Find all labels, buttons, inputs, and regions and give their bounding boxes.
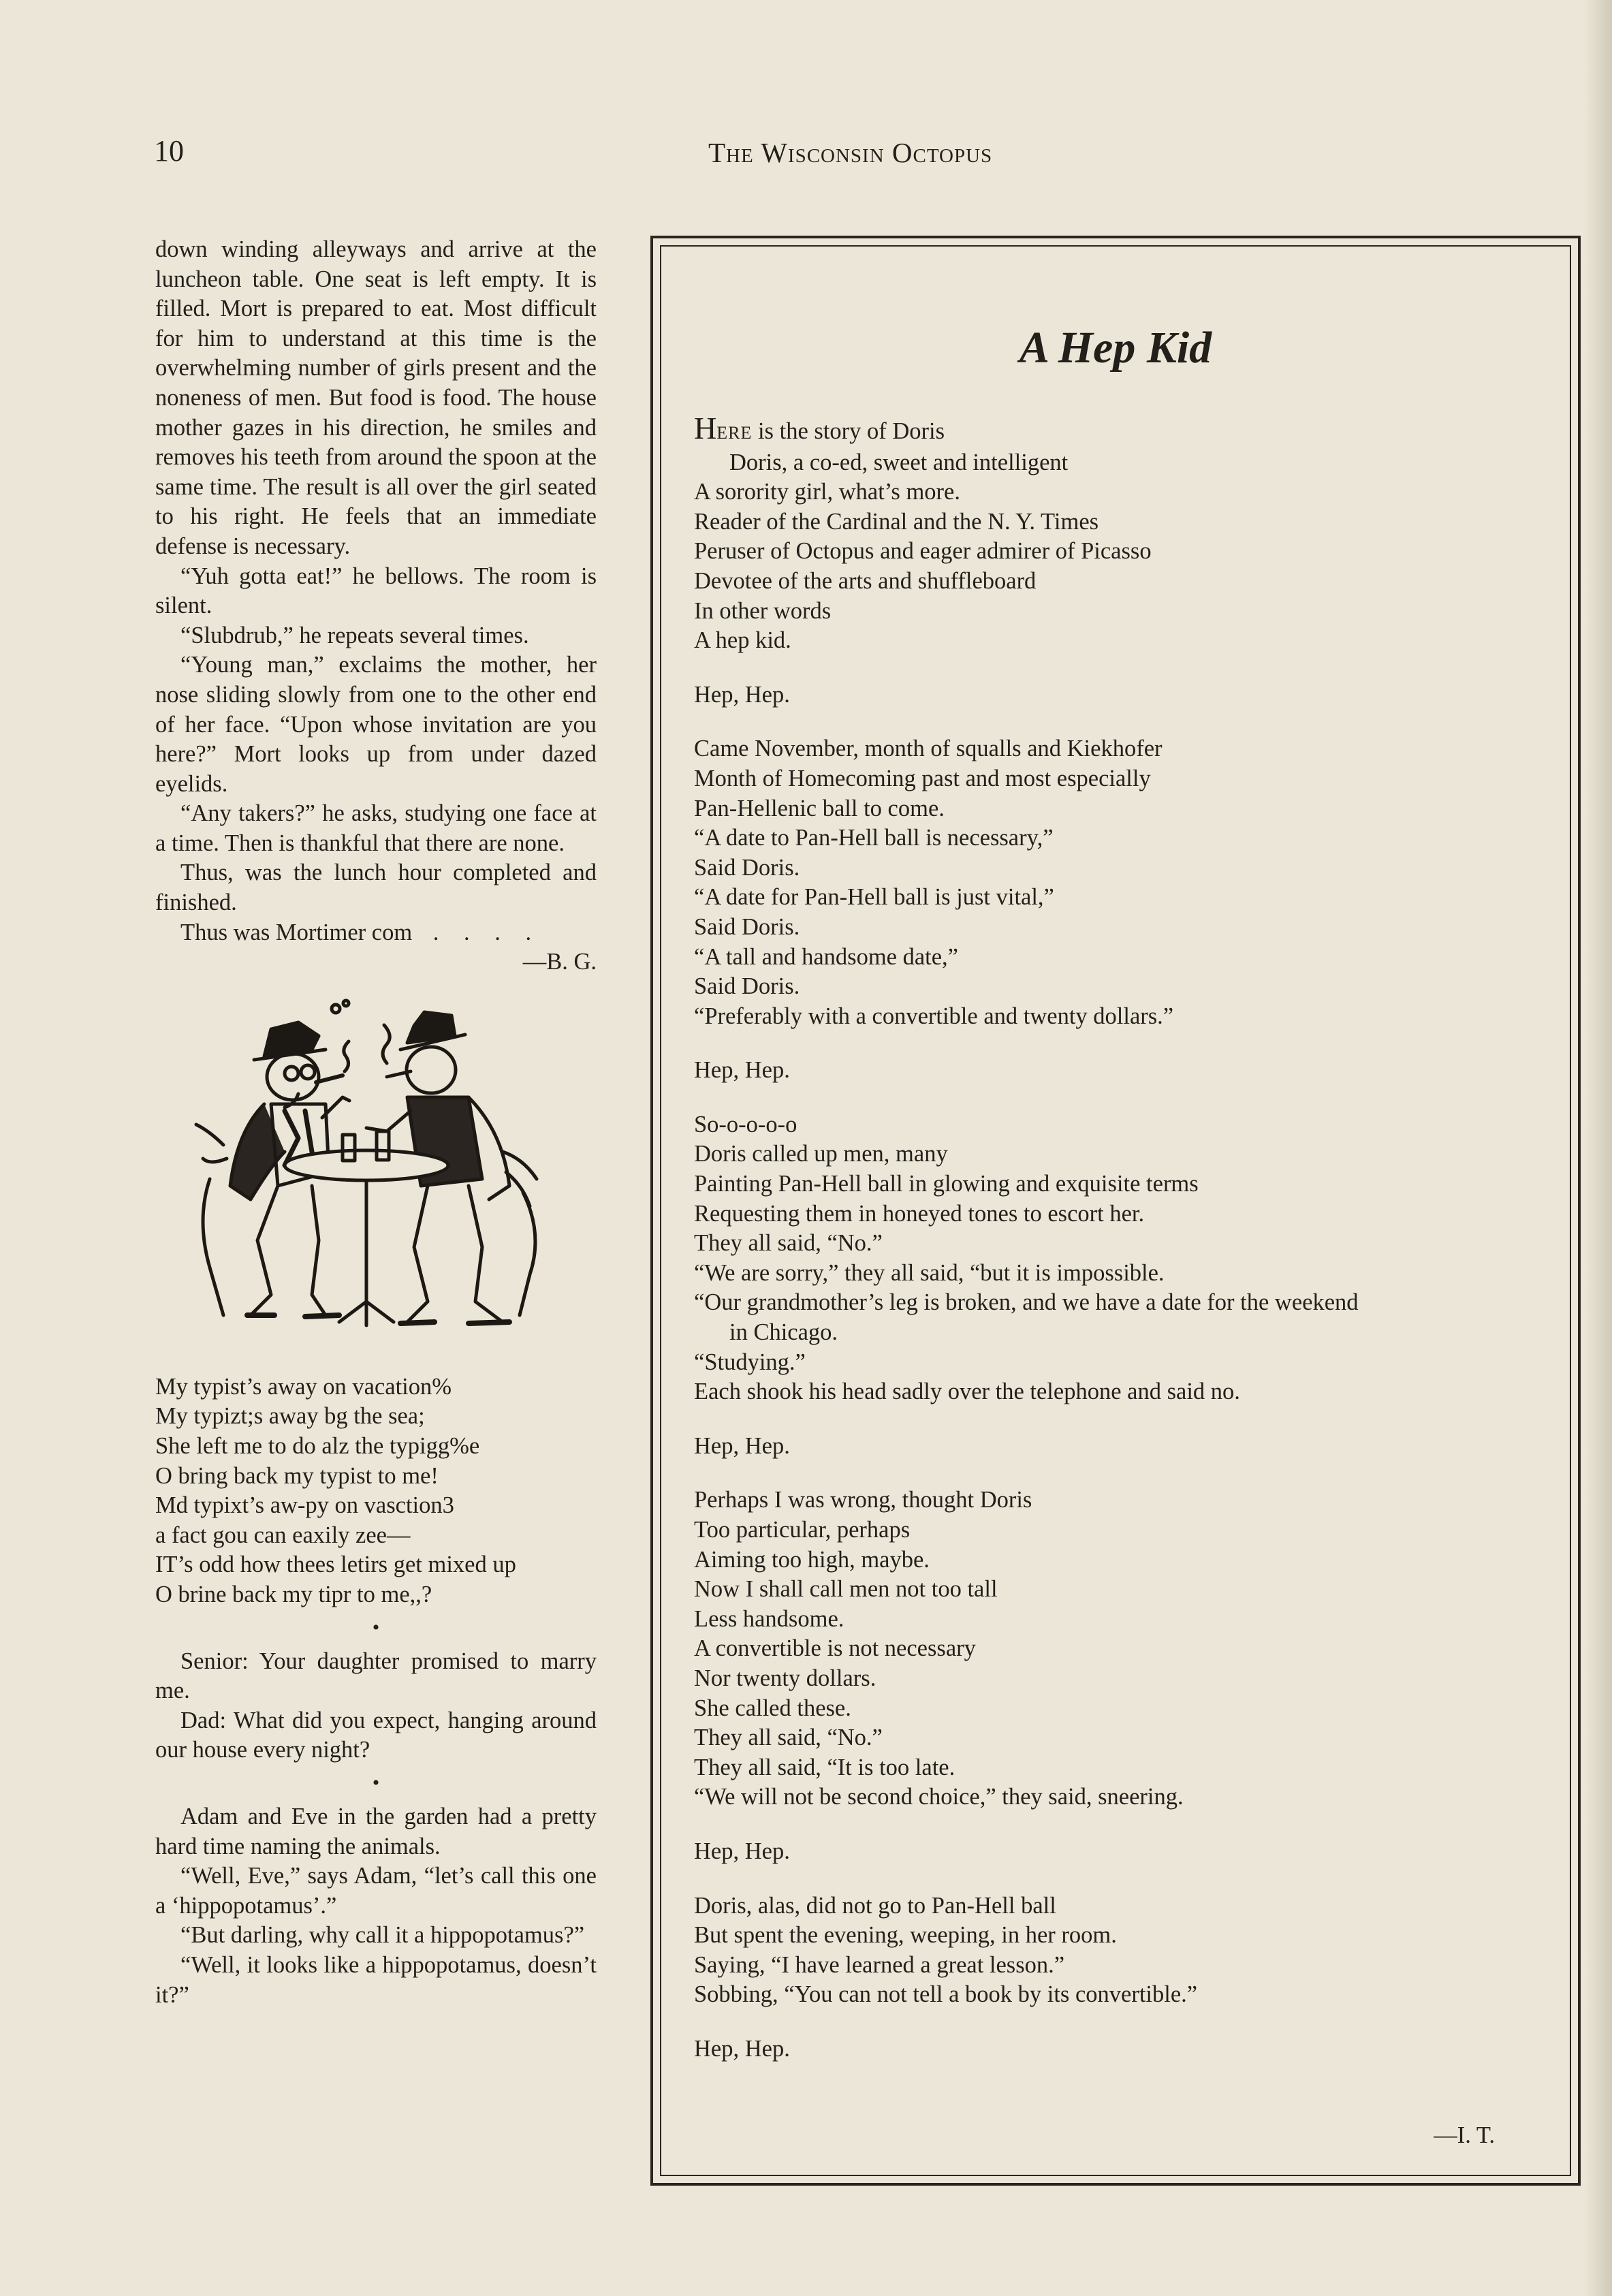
joke-line: “Well, it looks like a hippopotamus, doesn’t it?” bbox=[155, 1951, 597, 2008]
joke-senior bbox=[155, 1647, 597, 1765]
typist-poem-line: a fact gou can eaxily zee— bbox=[155, 1522, 411, 1548]
poem-line: Said Doris. bbox=[694, 973, 800, 1000]
poem-body bbox=[694, 411, 1559, 2064]
poem-line: She called these. bbox=[694, 1695, 851, 1721]
poem-line: “Our grandmother’s leg is broken, and we have a date for the weekend bbox=[694, 1289, 1359, 1316]
poem-line: Doris, alas, did not go to Pan-Hell ball bbox=[694, 1892, 1056, 1919]
poem-line: Nor twenty dollars. bbox=[694, 1665, 876, 1691]
poem-line: Less handsome. bbox=[694, 1605, 844, 1632]
poem-line: “Preferably with a convertible and twenty dollars.” bbox=[694, 1003, 1174, 1029]
running-head: The Wisconsin Octopus bbox=[708, 137, 993, 168]
story-last-line-text: Thus was Mortimer com bbox=[180, 919, 413, 945]
story-last-line bbox=[155, 918, 597, 948]
poem-line: Came November, month of squalls and Kiekhofer bbox=[694, 736, 1163, 762]
poem-line: Doris called up men, many bbox=[694, 1141, 948, 1167]
poem-line: Said Doris. bbox=[694, 913, 800, 940]
drop-cap: H bbox=[694, 411, 717, 445]
two-men-smoking-illustration bbox=[183, 995, 564, 1349]
poem-line: “Studying.” bbox=[694, 1349, 806, 1375]
refrain: Hep, Hep. bbox=[694, 1057, 790, 1084]
joke-line: “But darling, why call it a hippopotamus?” bbox=[180, 1922, 585, 1949]
poem-line: Aiming too high, maybe. bbox=[694, 1546, 930, 1573]
poem-line: Saying, “I have learned a great lesson.” bbox=[694, 1951, 1065, 1978]
joke-line: Senior: Your daughter promised to marry me. bbox=[155, 1648, 597, 1704]
poem-box bbox=[650, 236, 1581, 2186]
poem-line: A convertible is not necessary bbox=[694, 1635, 976, 1662]
poem-line: “A date for Pan-Hell ball is just vital,” bbox=[694, 884, 1054, 911]
typist-poem-line: IT’s odd how thees letirs get mixed up bbox=[155, 1552, 516, 1578]
poem-line: “We are sorry,” they all said, “but it is impossible. bbox=[694, 1259, 1165, 1286]
poem-line: in Chicago. bbox=[729, 1319, 838, 1346]
separator-bullet: • bbox=[372, 1771, 380, 1794]
refrain: Hep, Hep. bbox=[694, 1432, 790, 1459]
poem-line: “We will not be second choice,” they said, sneering. bbox=[694, 1784, 1184, 1810]
poem-box-inner-rule bbox=[660, 245, 1571, 2176]
typist-poem-line: My typizt;s away bg the sea; bbox=[155, 1403, 425, 1430]
poem-line: Said Doris. bbox=[694, 854, 800, 881]
separator-bullet: • bbox=[372, 1616, 380, 1639]
poem-line: Doris, a co-ed, sweet and intelligent bbox=[729, 449, 1069, 475]
left-column bbox=[155, 235, 597, 2010]
poem-line: In other words bbox=[694, 597, 832, 624]
poem-line: But spent the evening, weeping, in her room. bbox=[694, 1922, 1117, 1949]
poem-first-line bbox=[694, 411, 1559, 448]
story-ellipsis: . . . . bbox=[432, 919, 541, 945]
story-paragraph: “Any takers?” he asks, studying one face at a time. Then is thankful that there are none. bbox=[155, 800, 597, 856]
poem-line: Month of Homecoming past and most especially bbox=[694, 765, 1151, 791]
poem-line: A sorority girl, what’s more. bbox=[694, 479, 960, 505]
page-edge-shadow bbox=[1585, 0, 1612, 2296]
poem-line: Now I shall call men not too tall bbox=[694, 1576, 998, 1603]
poem-line: “A date to Pan-Hell ball is necessary,” bbox=[694, 825, 1054, 851]
typist-poem-line: My typist’s away on vacation% bbox=[155, 1373, 452, 1400]
small-caps-word: ERE bbox=[716, 423, 753, 443]
poem-line: Too particular, perhaps bbox=[694, 1517, 911, 1543]
poem-line: Reader of the Cardinal and the N. Y. Times bbox=[694, 508, 1099, 535]
story-paragraph: “Yuh gotta eat!” he bellows. The room is silent. bbox=[155, 563, 597, 619]
typist-poem-line: O bring back my typist to me! bbox=[155, 1462, 439, 1489]
story-paragraph: “Slubdrub,” he repeats several times. bbox=[180, 622, 529, 648]
poem-line: Requesting them in honeyed tones to escort her. bbox=[694, 1200, 1145, 1227]
poem-line: So-o-o-o-o bbox=[694, 1111, 797, 1137]
poem-line: Each shook his head sadly over the telephone and said no. bbox=[694, 1379, 1240, 1405]
refrain: Hep, Hep. bbox=[694, 2035, 790, 2062]
typist-poem-line: O brine back my tipr to me,,? bbox=[155, 1582, 432, 1607]
story-paragraph: Thus, was the lunch hour completed and finished. bbox=[155, 860, 597, 916]
poem-line: is the story of Doris bbox=[752, 418, 945, 444]
poem-title: A Hep Kid bbox=[1019, 323, 1212, 373]
poem-line: Devotee of the arts and shuffleboard bbox=[694, 567, 1037, 594]
joke-line: Dad: What did you expect, hanging around our house every night? bbox=[155, 1707, 597, 1763]
story-continuation bbox=[155, 235, 597, 977]
story-signature: —B. G. bbox=[522, 949, 597, 975]
typist-poem-line: Md typixt’s aw-py on vasction3 bbox=[155, 1492, 454, 1519]
poem-line: Perhaps I was wrong, thought Doris bbox=[694, 1487, 1032, 1513]
page-number: 10 bbox=[154, 134, 184, 168]
poem-line: Peruser of Octopus and eager admirer of Picasso bbox=[694, 538, 1152, 565]
poem-line: Pan-Hellenic ball to come. bbox=[694, 795, 945, 821]
typist-poem bbox=[155, 1372, 597, 1610]
poem-line: Sobbing, “You can not tell a book by its convertible.” bbox=[694, 1981, 1198, 2008]
poem-line: A hep kid. bbox=[694, 627, 791, 654]
poem-signature: —I. T. bbox=[1434, 2122, 1495, 2148]
cafe-illustration bbox=[183, 995, 564, 1349]
typist-poem-line: She left me to do alz the typigg%e bbox=[155, 1433, 480, 1460]
poem-line: They all said, “No.” bbox=[694, 1230, 883, 1257]
poem-line: Painting Pan-Hell ball in glowing and exquisite terms bbox=[694, 1171, 1199, 1197]
refrain: Hep, Hep. bbox=[694, 681, 790, 708]
joke-line: “Well, Eve,” says Adam, “let’s call this one a ‘hippopotamus’.” bbox=[155, 1863, 597, 1919]
story-paragraph: down winding alleyways and arrive at the luncheon table. One seat is left empty. It is filled. Mort is prepared to eat. Most difficult for him to understand at this time is the overwhelming number of girls present and the noneness of men. But food is food. The house mother gazes in his direction, he smiles and removes his teeth from around the spoon at the same time. The result is all over the girl seated to his right. He feels that an immediate defense is necessary. bbox=[155, 236, 597, 559]
story-paragraph: “Young man,” exclaims the mother, her nose sliding slowly from one to the other end of her face. “Upon whose invitation are you here?” Mort looks up from under dazed eyelids. bbox=[155, 652, 597, 797]
poem-line: They all said, “No.” bbox=[694, 1725, 883, 1751]
joke-line: Adam and Eve in the garden had a pretty hard time naming the animals. bbox=[155, 1803, 597, 1859]
poem-line: They all said, “It is too late. bbox=[694, 1754, 955, 1780]
refrain: Hep, Hep. bbox=[694, 1838, 790, 1864]
joke-adam-eve bbox=[155, 1802, 597, 2010]
poem-line: “A tall and handsome date,” bbox=[694, 943, 958, 970]
